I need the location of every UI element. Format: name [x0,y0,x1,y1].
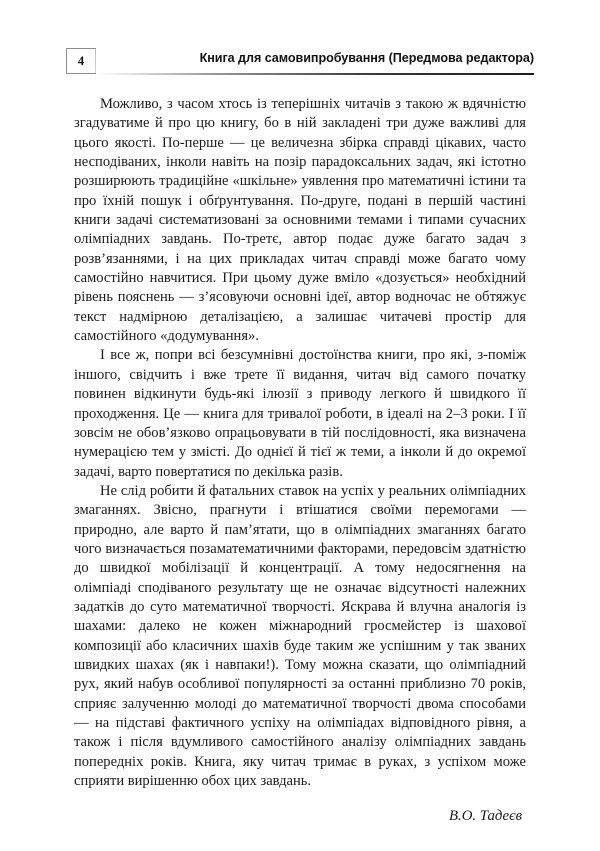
page-number: 4 [77,54,85,68]
header-rule [97,73,534,75]
paragraph: Можливо, з часом хтось із теперішніх читачів з такою ж вдячністю згадуватиме й про цю книгу, бо в ній закладені три дуже важливі для цього якості. По-перше — це величезна збірка справді цікавих, часто несподіваних, інколи навіть на позір парадоксальних задач, які істотно розширюють традиційне «шкільне» уявлення про математичні істини та про їхній пошук і обґрунтування. По-друге, подані в першій частині книги задачі систематизовані за основними темами і типами сучасних олімпіадних завдань. По-третє, автор подає дуже багато задач з розв’язаннями, і на цих прикладах читач справді може багато чому самостійно навчитися. При цьому дуже вміло «дозується» необхідний рівень пояснень — з’ясовуючи основні ідеї, автор водночас не обтяжує текст надмірною деталізацією, а залишає читачеві простір для самостійного «додумування». [74,96,526,345]
page-body [74,95,526,827]
author-signature: В.О. Тадеєв [448,808,522,825]
running-title: Книга для самовипробування (Передмова редактора) [199,51,534,65]
page-header [66,48,534,78]
paragraph: Не слід робити й фатальних ставок на успіх у реальних олімпіадних змаганнях. Звісно, прагнути і втішатися своїми перемогами — природно, але варто й пам’ятати, що в олімпіадних змаганнях багато чого визначається позаматематичними факторами, передовсім здатністю до швидкої мобілізації й концентрації. А тому недосягнення на олімпіаді сподіваного результату ще не означає відсутності належних задатків до суто математичної творчості. Яскрава й влучна аналогія із шахами: далеко не кожен міжнародний гросмейстер із шахової композиції або класичних шахів буде таким же успішним у так званих швидких шахах (як і навпаки!). Тому можна сказати, що олімпіадний рух, який набув особливої популярності за останні приблизно 70 років, сприяє залученню молоді до математичної творчості двома способами — на підставі фактичного успіху на олімпіадах відповідного рівня, а також і після вдумливого самостійного аналізу олімпіадних завдань попередніх років. Книга, яку читач тримає в руках, з успіхом може сприяти вирішенню обох цих завдань. [74,482,526,790]
paragraph: І все ж, попри всі безсумнівні достоїнства книги, про які, з-поміж іншого, свідчить і вже трете її видання, читач від самого початку повинен відкинути будь-які ілюзії з приводу легкого й швидкого її проходження. Це — книга для тривалої роботи, в ідеалі на 2–3 роки. І її зовсім не обов’язково опрацьовувати в тій послідовності, яка визначена нумерацією тем у змісті. До однієї й тієї ж теми, а інколи й до окремої задачі, варто повертатися по декілька разів. [74,347,526,480]
